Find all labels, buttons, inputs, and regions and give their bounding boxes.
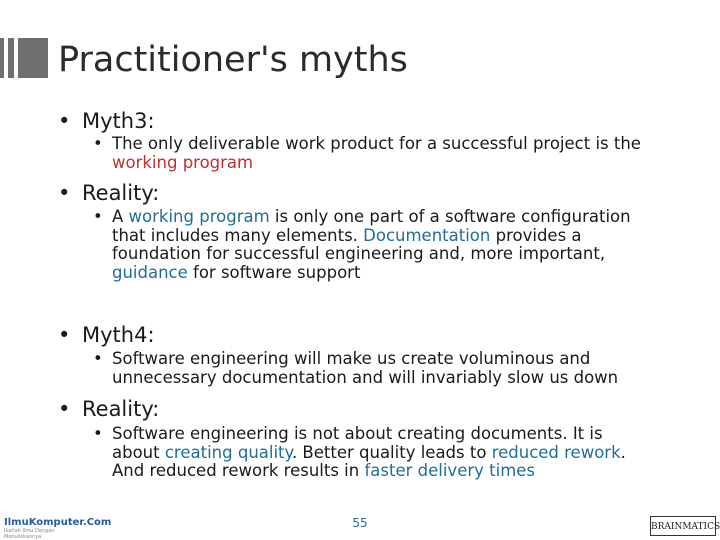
body-text: for software support <box>187 262 361 282</box>
section-body-reality1: • A working program is only one part of a software configuration that includes many elements. Documentation provides a foundation for successful engineering and, more important, guidance for software support <box>93 207 631 282</box>
section-body-reality2: • Software engineering is not about creating documents. It is about creating quality. Better quality leads to reduced rework. And reduced rework results in faster delivery times <box>93 424 626 480</box>
section-heading-reality1: • Reality: <box>58 181 160 205</box>
section-body-myth3: • The only deliverable work product for a successful project is the working program <box>93 134 641 172</box>
highlighted-phrase: working program <box>112 152 254 172</box>
section-heading-myth3: • Myth3: <box>58 109 155 133</box>
highlighted-phrase: Documentation <box>363 225 491 245</box>
body-text: is only one part of a software configuration that includes many elements. <box>112 207 631 245</box>
section-body-myth4: • Software engineering will make us create voluminous and unnecessary documentation and will invariably slow us down <box>93 349 619 387</box>
page-number: 55 <box>352 516 368 530</box>
highlighted-phrase: reduced rework <box>491 442 621 462</box>
highlighted-phrase: guidance <box>112 262 188 282</box>
body-text: Software engineering is not about creating documents. It is about <box>112 424 603 462</box>
body-text: The only deliverable work product for a successful project is the <box>112 134 641 153</box>
body-text: . Better quality leads to <box>291 442 492 462</box>
section-heading-reality2: • Reality: <box>58 397 160 421</box>
highlighted-phrase: faster delivery times <box>364 461 536 480</box>
ilmukomputer-logo: IlmuKomputer.Com Ikatlah Ilmu Dengan Menuliskannya <box>4 517 112 540</box>
body-text: . And reduced rework results in <box>112 442 626 480</box>
highlighted-phrase: working program <box>128 207 270 226</box>
body-text: provides a foundation for successful engineering and, more important, <box>112 225 606 263</box>
brainmatics-logo: BRAINMATICS <box>650 516 716 536</box>
body-text: Software engineering will make us create voluminous and unnecessary documentation and will invariably slow us down <box>112 349 619 387</box>
section-heading-myth4: • Myth4: <box>58 323 155 347</box>
highlighted-phrase: creating quality <box>164 442 292 462</box>
slide-title: Practitioner's myths <box>58 40 408 80</box>
title-accent-bar <box>0 38 50 78</box>
body-text: A <box>112 207 129 226</box>
